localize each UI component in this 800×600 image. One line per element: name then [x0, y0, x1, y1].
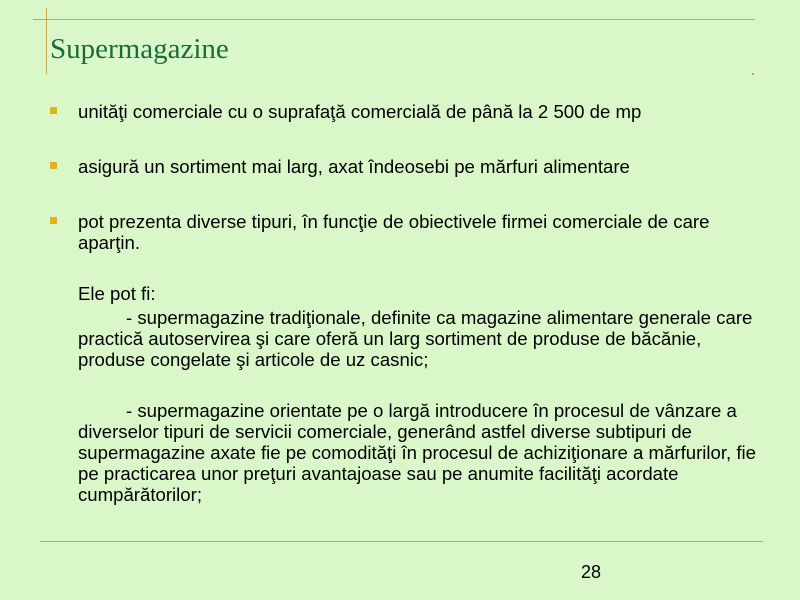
bottom-divider-line — [40, 541, 763, 542]
bullet-item — [50, 211, 760, 253]
left-divider-line — [46, 8, 47, 74]
intro-text: Ele pot fi: — [78, 283, 156, 304]
square-bullet-icon — [50, 107, 57, 114]
square-bullet-icon — [50, 162, 57, 169]
corner-dot — [752, 73, 754, 75]
bullet-item — [50, 156, 760, 177]
subitem-text: - supermagazine tradiţionale, definite ca magazine alimentare generale care practică autoservirea şi care oferă un larg sortiment de produse de băcănie, produse congelate şi articole de uz casnic; — [78, 307, 753, 370]
subitem-text: - supermagazine orientate pe o largă introducere în procesul de vânzare a diverselor tipuri de servicii comerciale, generând astfel diverse subtipuri de supermagazine axate fie pe comodităţi în procesul de achiziţionare a mărfurilor, fie pe practicarea unor preţuri avantajoase sau pe anumite facilităţi acordate cumpărătorilor; — [78, 400, 756, 505]
square-bullet-icon — [50, 217, 57, 224]
slide-title: Supermagazine — [50, 33, 229, 65]
bullet-text: unităţi comerciale cu o suprafaţă comercială de până la 2 500 de mp — [78, 101, 642, 122]
page-number: 28 — [581, 562, 602, 582]
bullet-text: pot prezenta diverse tipuri, în funcţie de obiectivele firmei comerciale de care aparţin. — [78, 211, 710, 253]
bullet-text: asigură un sortiment mai larg, axat îndeosebi pe mărfuri alimentare — [78, 156, 630, 177]
slide-content — [50, 101, 760, 505]
bullet-item — [50, 101, 760, 122]
top-divider-line — [33, 19, 755, 20]
